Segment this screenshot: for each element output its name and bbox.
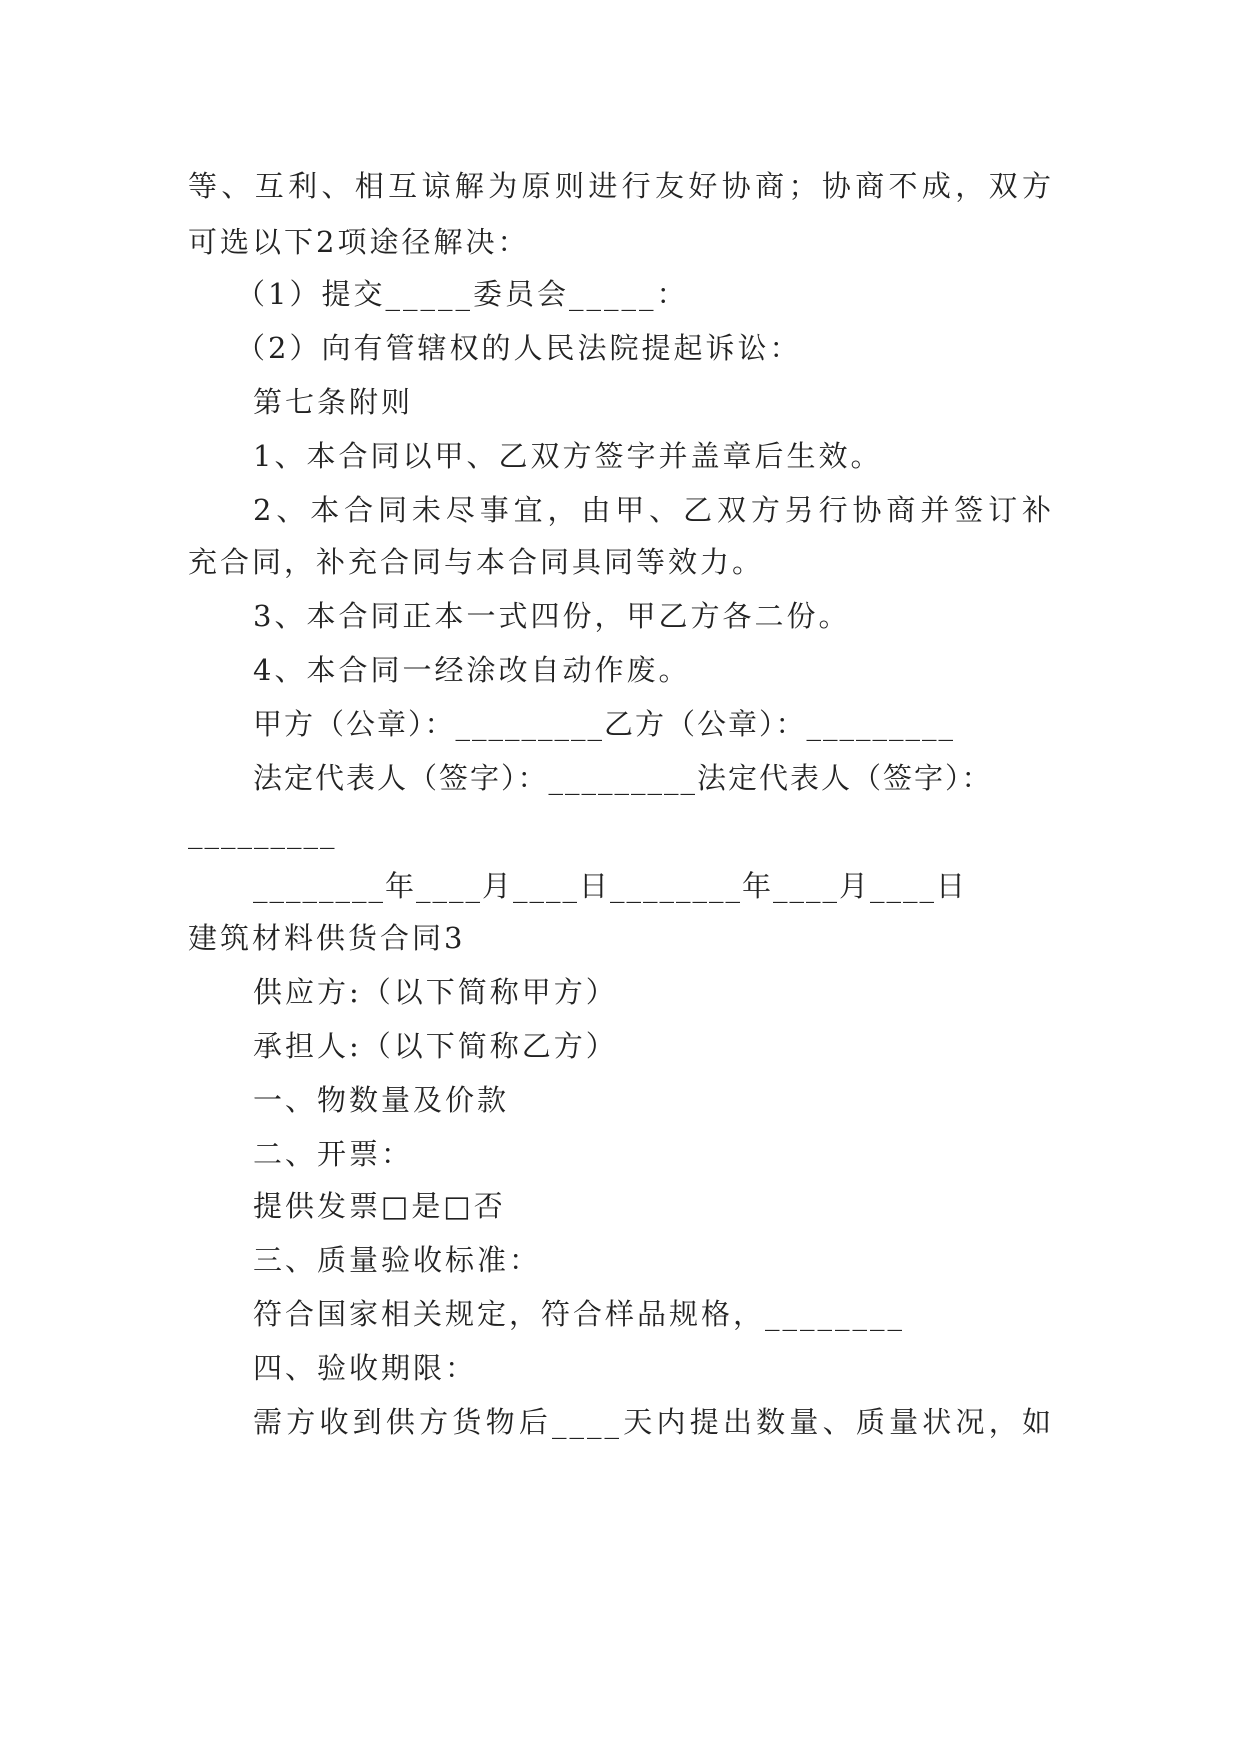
paragraph-line: 1、本合同以甲、乙双方签字并盖章后生效。 — [253, 439, 883, 473]
paragraph-line: 充合同，补充合同与本合同具同等效力。 — [188, 545, 765, 579]
section-heading: 四、验收期限： — [253, 1351, 478, 1385]
paragraph-line: 4、本合同一经涂改自动作废。 — [253, 653, 691, 687]
signature-blank: _________ — [188, 815, 337, 849]
paragraph-line: 可选以下2项途径解决： — [188, 225, 530, 259]
paragraph-line: 需方收到供方货物后____天内提出数量、质量状况，如 — [253, 1405, 1054, 1439]
section-heading: 二、开票： — [253, 1137, 414, 1171]
paragraph-line: 供应方:（以下简称甲方） — [253, 975, 618, 1009]
section-heading: 第七条附则 — [253, 385, 414, 419]
paragraph-line: 符合国家相关规定，符合样品规格，________ — [253, 1297, 906, 1331]
date-line: ________年____月____日________年____月____日 — [253, 869, 968, 903]
paragraph-line: 2、本合同未尽事宜，由甲、乙双方另行协商并签订补 — [253, 493, 1054, 527]
section-heading: 三、质量验收标准： — [253, 1243, 542, 1277]
signature-line: 法定代表人（签字）：_________法定代表人（签字）： — [253, 761, 993, 795]
signature-line: 甲方（公章）：_________乙方（公章）：_________ — [253, 707, 956, 741]
paragraph-line: （2）向有管辖权的人民法院提起诉讼： — [236, 331, 802, 365]
paragraph-line: 承担人:（以下简称乙方） — [253, 1029, 618, 1063]
paragraph-line: 提供发票□是□否 — [253, 1189, 506, 1223]
paragraph-line: 等、互利、相互谅解为原则进行友好协商；协商不成，双方 — [188, 169, 1054, 203]
paragraph-line: （1）提交_____委员会_____： — [236, 277, 689, 311]
paragraph-line: 3、本合同正本一式四份，甲乙方各二份。 — [253, 599, 851, 633]
document-title: 建筑材料供货合同3 — [188, 921, 466, 955]
section-heading: 一、物数量及价款 — [253, 1083, 510, 1117]
